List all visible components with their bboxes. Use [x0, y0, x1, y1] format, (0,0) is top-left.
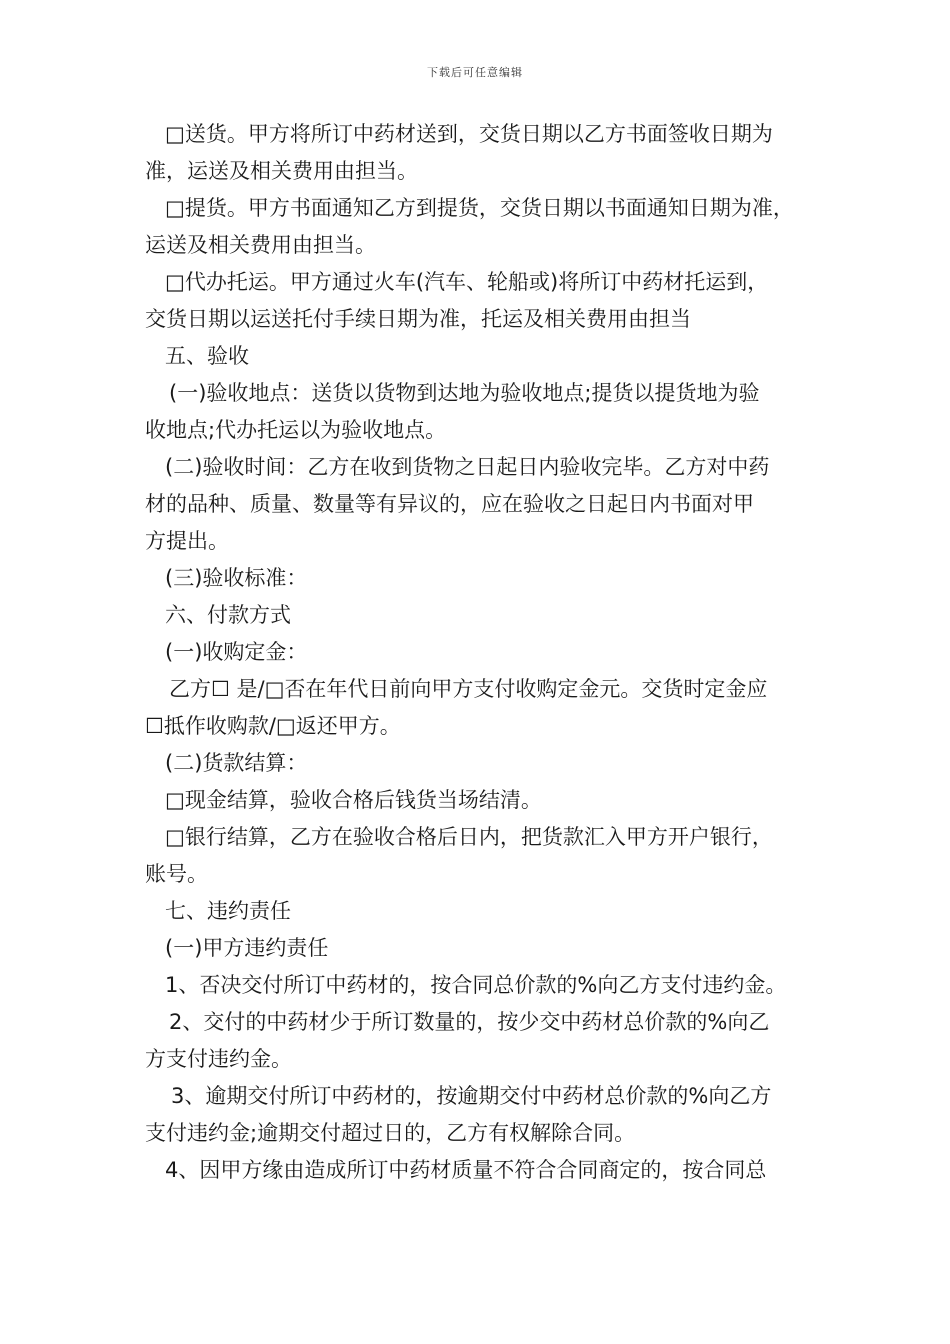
paragraph-line: ☐抵作收购款/□返还甲方。	[145, 714, 401, 738]
section-heading: 七、违约责任	[165, 899, 291, 923]
paragraph-line: 交货日期以运送托付手续日期为准，托运及相关费用由担当	[145, 307, 691, 331]
document-body	[145, 116, 815, 1189]
paragraph-breach-a-3	[145, 1078, 815, 1152]
paragraph-delivery-pickup	[145, 190, 815, 264]
paragraph-breach-a-2	[145, 1004, 815, 1078]
paragraph-line: 运送及相关费用由担当。	[145, 233, 376, 257]
section-heading-payment	[145, 597, 815, 634]
paragraph-line: (二)验收时间：乙方在收到货物之日起日内验收完毕。乙方对中药	[165, 455, 770, 479]
paragraph-line: □银行结算，乙方在验收合格后日内，把货款汇入甲方开户银行，	[165, 825, 773, 849]
paragraph-delivery-send	[145, 116, 815, 190]
paragraph-line: 1、否决交付所订中药材的，按合同总价款的%向乙方支付违约金。	[165, 973, 787, 997]
paragraph-breach-a-4	[145, 1152, 815, 1189]
paragraph-line: 支付违约金;逾期交付超过日的，乙方有权解除合同。	[145, 1121, 636, 1145]
paragraph-settlement-cash	[145, 782, 815, 819]
paragraph-inspect-place	[145, 375, 815, 449]
paragraph-line: (二)货款结算：	[165, 751, 308, 775]
paragraph-line: 2、交付的中药材少于所订数量的，按少交中药材总价款的%向乙	[169, 1010, 770, 1034]
paragraph-line: (三)验收标准：	[165, 566, 308, 590]
section-heading: 五、验收	[165, 344, 249, 368]
section-heading-inspection	[145, 338, 815, 375]
paragraph-inspect-time	[145, 449, 815, 560]
paragraph-line: 3、逾期交付所订中药材的，按逾期交付中药材总价款的%向乙方	[171, 1084, 772, 1108]
paragraph-line: 准，运送及相关费用由担当。	[145, 159, 418, 183]
paragraph-deposit-body	[145, 671, 815, 745]
paragraph-line: 材的品种、质量、数量等有异议的，应在验收之日起日内书面对甲	[145, 492, 754, 516]
section-heading: 六、付款方式	[165, 603, 291, 627]
paragraph-line: □代办托运。甲方通过火车(汽车、轮船或)将所订中药材托运到，	[165, 270, 769, 294]
paragraph-deposit-title	[145, 634, 815, 671]
paragraph-line: 收地点;代办托运以为验收地点。	[145, 418, 447, 442]
paragraph-breach-a-title	[145, 930, 815, 967]
paragraph-settlement-bank	[145, 819, 815, 893]
paragraph-line: 4、因甲方缘由造成所订中药材质量不符合合同商定的，按合同总	[165, 1158, 767, 1182]
paragraph-line: □提货。甲方书面通知乙方到提货，交货日期以书面通知日期为准，	[165, 196, 794, 220]
paragraph-line: 方提出。	[145, 529, 229, 553]
paragraph-line: □送货。甲方将所订中药材送到，交货日期以乙方书面签收日期为	[165, 122, 773, 146]
paragraph-delivery-consign	[145, 264, 815, 338]
section-heading-breach	[145, 893, 815, 930]
paragraph-breach-a-1	[145, 967, 815, 1004]
paragraph-line: □现金结算，验收合格后钱货当场结清。	[165, 788, 542, 812]
paragraph-line: (一)甲方违约责任	[165, 936, 329, 960]
paragraph-line: 账号。	[145, 862, 208, 886]
page-header: 下载后可任意编辑	[427, 66, 523, 79]
paragraph-line: 乙方☐ 是/□否在年代日前向甲方支付收购定金元。交货时定金应	[169, 677, 768, 701]
paragraph-inspect-standard	[145, 560, 815, 597]
paragraph-line: (一)验收地点：送货以货物到达地为验收地点;提货以提货地为验	[169, 381, 760, 405]
paragraph-line: (一)收购定金：	[165, 640, 308, 664]
paragraph-settlement-title	[145, 745, 815, 782]
paragraph-line: 方支付违约金。	[145, 1047, 292, 1071]
